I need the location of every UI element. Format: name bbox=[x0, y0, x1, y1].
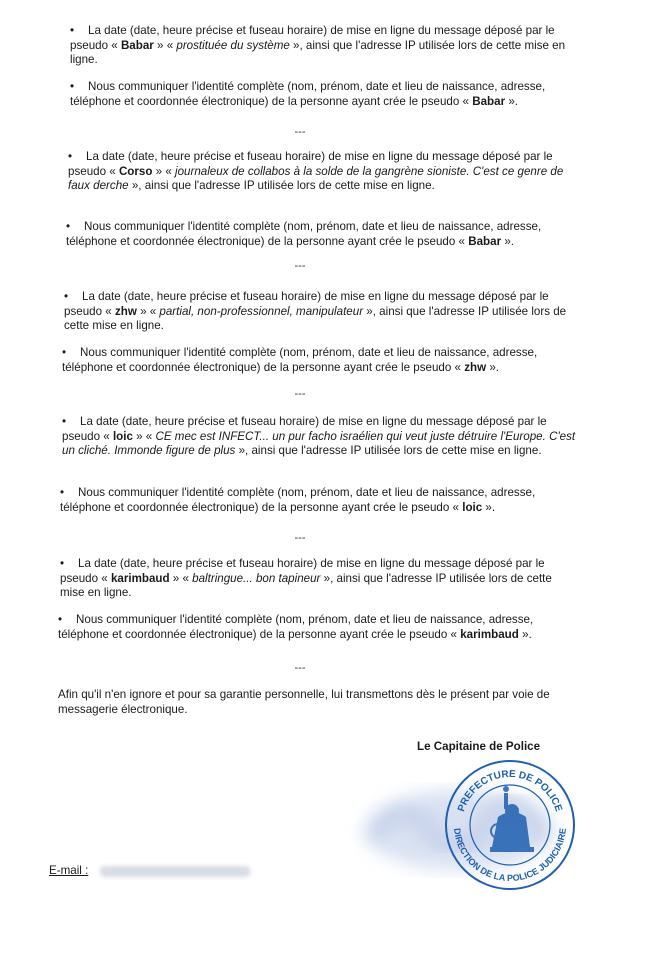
identity-request-babar: • Nous communiquer l'identité complète (nom, prénom, date et lieu de naissance, adresse, téléphone et coordonnée électronique) de la personne ayant crée le pseudo « Babar ». bbox=[70, 80, 546, 108]
pseudo: karimbaud bbox=[460, 627, 519, 641]
pseudo: Babar bbox=[472, 94, 506, 108]
marianne-emblem-icon bbox=[490, 786, 534, 852]
bullet: • bbox=[62, 415, 67, 428]
pseudo: zhw bbox=[464, 360, 487, 374]
identity-request-loic: • Nous communiquer l'identité complète (nom, prénom, date et lieu de naissance, adresse, téléphone et coordonnée électronique) de la personne ayant crée le pseudo « loic ». bbox=[60, 486, 536, 514]
pseudo: loic bbox=[462, 500, 483, 514]
separator: --- bbox=[294, 388, 306, 400]
identity-request-zhw: • Nous communiquer l'identité complète (nom, prénom, date et lieu de naissance, adresse, téléphone et coordonnée électronique) de la personne ayant crée le pseudo « zhw ». bbox=[62, 346, 538, 374]
separator: --- bbox=[294, 532, 306, 544]
pseudo: Corso bbox=[118, 164, 153, 178]
identity-request-corso: • Nous communiquer l'identité complète (nom, prénom, date et lieu de naissance, adresse, téléphone et coordonnée électronique) de la personne ayant crée le pseudo « Babar ». bbox=[66, 220, 542, 248]
pseudo: loic bbox=[112, 429, 133, 443]
bullet: • bbox=[60, 557, 65, 570]
separator: --- bbox=[294, 126, 306, 138]
email-label: E-mail : bbox=[49, 864, 89, 877]
pseudo: karimbaud bbox=[110, 571, 170, 585]
signature-title: Le Capitaine de Police bbox=[417, 740, 541, 753]
quoted-message: CE mec est INFECT... un pur facho israélien qui veut juste détruire l'Europe. C'est un cliché. Immonde figure de plus bbox=[62, 429, 576, 458]
bullet: • bbox=[66, 220, 71, 233]
police-stamp bbox=[440, 755, 580, 895]
date-request-corso: • La date (date, heure précise et fuseau horaire) de mise en ligne du message déposé par le pseudo « Corso » « journaleux de collabos à la solde de la gangrène sioniste. C'est ce genre de faux derche », ainsi que l'adresse IP utilisée lors de cette mise en ligne. bbox=[68, 150, 564, 193]
bullet: • bbox=[58, 613, 63, 626]
bullet: • bbox=[62, 346, 67, 359]
bullet: • bbox=[70, 24, 75, 37]
bullet: • bbox=[60, 486, 65, 499]
quoted-message: journaleux de collabos à la solde de la gangrène sioniste. C'est ce genre de faux derche bbox=[68, 164, 564, 193]
bullet: • bbox=[70, 80, 75, 93]
quoted-message: baltringue... bon tapineur bbox=[192, 571, 321, 585]
bullet: • bbox=[64, 290, 69, 303]
date-request-loic: • La date (date, heure précise et fuseau horaire) de mise en ligne du message déposé par le pseudo « loic » « CE mec est INFECT... un pur facho israélien qui veut juste détruire l'Europe. C'est un cliché. Immonde figure de plus », ainsi que l'adresse IP utilisée lors de cette mise en ligne. bbox=[62, 415, 576, 458]
separator: --- bbox=[294, 260, 306, 272]
stamp-bottom-text: DIRECTION DE LA POLICE JUDICIAIRE bbox=[452, 827, 568, 884]
bullet: • bbox=[68, 150, 73, 163]
separator: --- bbox=[294, 662, 306, 674]
identity-request-karimbaud: • Nous communiquer l'identité complète (nom, prénom, date et lieu de naissance, adresse, téléphone et coordonnée électronique) de la personne ayant crée le pseudo « karimbaud ». bbox=[58, 613, 534, 641]
email-value-blurred bbox=[100, 866, 250, 877]
date-request-karimbaud: • La date (date, heure précise et fuseau horaire) de mise en ligne du message déposé par le pseudo « karimbaud » « baltringue... bon tapineur », ainsi que l'adresse IP utilisée lors de cette mise en ligne. bbox=[60, 557, 552, 600]
quoted-message: partial, non-professionnel, manipulateur bbox=[159, 304, 364, 318]
pseudo: zhw bbox=[114, 304, 137, 318]
stamp-top-text: PREFECTURE DE POLICE bbox=[456, 768, 564, 814]
pseudo: Babar bbox=[468, 234, 502, 248]
pseudo: Babar bbox=[120, 38, 154, 52]
quoted-message: prostituée du système bbox=[176, 38, 290, 52]
closing-paragraph: Afin qu'il n'en ignore et pour sa garantie personnelle, lui transmettons dès le présent par voie de messagerie électronique. bbox=[58, 688, 550, 716]
date-request-babar: • La date (date, heure précise et fuseau horaire) de mise en ligne du message déposé par le pseudo « Babar » « prostituée du système », ainsi que l'adresse IP utilisée lors de cette mise en ligne. bbox=[70, 24, 566, 67]
date-request-zhw: • La date (date, heure précise et fuseau horaire) de mise en ligne du message déposé par le pseudo « zhw » « partial, non-professionnel, manipulateur », ainsi que l'adresse IP utilisée lors de cette mise en ligne. bbox=[64, 290, 567, 333]
